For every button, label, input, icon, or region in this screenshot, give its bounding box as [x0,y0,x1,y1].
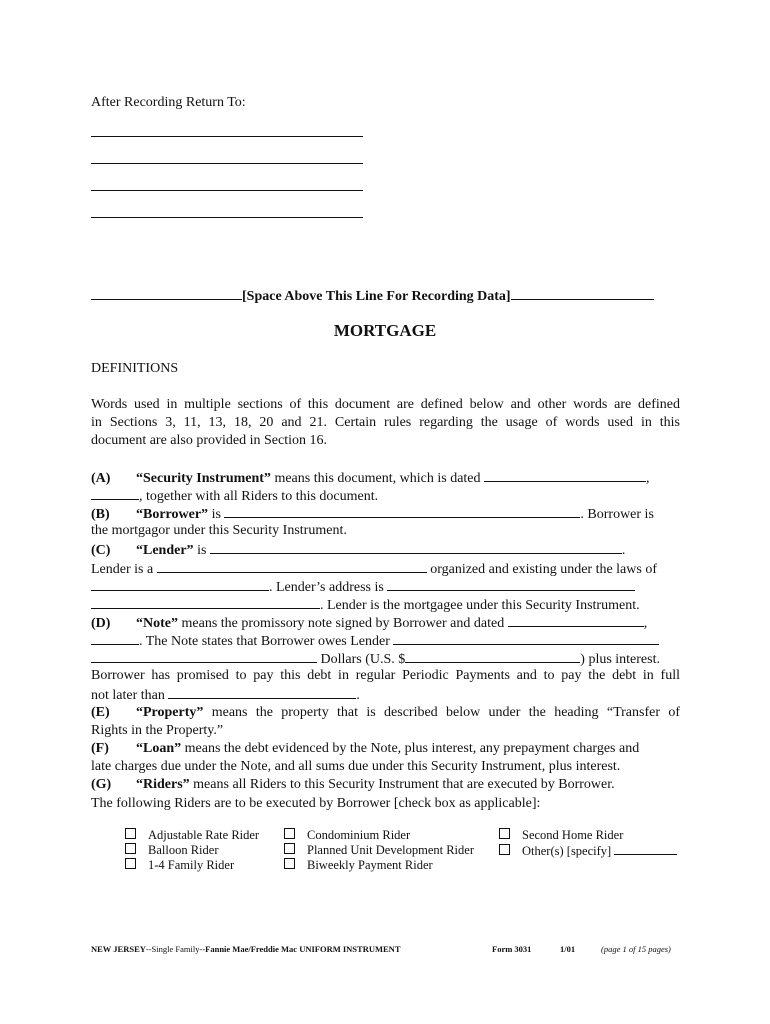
def-g-line-2: The following Riders are to be executed by Borrower [check box as applicable]: [91,796,541,811]
def-e-line-2: Rights in the Property.” [91,723,224,738]
rider-label: Condominium Rider [307,828,411,842]
note-year-field[interactable] [91,631,139,645]
footer-form-number: Form 3031 [492,944,532,954]
borrower-name-field[interactable] [224,504,580,518]
loan-amount-words-field[interactable] [393,631,659,645]
return-to-label: After Recording Return To: [91,95,246,110]
recording-data-separator [91,285,654,306]
checkbox[interactable] [125,858,136,869]
def-d-comma: , [643,616,648,631]
rider-label: Second Home Rider [522,828,624,842]
def-a-label: (A) [91,471,111,486]
def-e-term: “Property” [136,705,204,720]
def-d-line-2 [91,631,659,651]
lender-organization-type-field[interactable] [157,559,427,573]
def-d-label: (D) [91,616,111,631]
footer-separator: -- [199,944,206,954]
def-d-period: . [356,688,360,703]
footer-separator: -- [145,944,152,954]
def-c-label: (C) [91,543,111,558]
def-b-line-2: the mortgagor under this Security Instrument. [91,523,347,538]
rider-adjustable-rate[interactable] [125,828,259,843]
recording-data-label: [Space Above This Line For Recording Data] [242,289,511,304]
checkbox[interactable] [284,843,295,854]
def-f-text: means the debt evidenced by the Note, plus interest, any prepayment charges and [181,741,640,756]
footer-instrument [91,943,400,955]
intro-line-1: Words used in multiple sections of this document are defined below and other words are defined [91,397,680,412]
def-d-text-5a: not later than [91,688,169,703]
lender-jurisdiction-field[interactable] [91,577,269,591]
def-d-line-4: Borrower has promised to pay this debt in regular Periodic Payments and to pay the debt in full [91,668,680,683]
rider-label: Biweekly Payment Rider [307,858,433,872]
def-d-text: means the promissory note signed by Borrower and dated [178,616,508,631]
def-d-text-3a: Dollars (U.S. $ [317,652,406,667]
def-b-line-1 [91,504,654,524]
intro-line-2: in Sections 3, 11, 13, 18, 20 and 21. Certain rules regarding the usage of words used in this [91,415,680,430]
def-g-line-1 [91,776,680,794]
rider-label: Balloon Rider [148,843,219,857]
rider-biweekly-payment[interactable] [284,858,433,873]
rider-balloon[interactable] [125,843,218,858]
rider-label: 1-4 Family Rider [148,858,235,872]
footer-instrument-name: Fannie Mae/Freddie Mac UNIFORM INSTRUMENT [205,944,401,954]
lender-address-field[interactable] [387,577,635,591]
def-c-line-4 [91,595,640,615]
def-c-term: “Lender” [136,543,194,558]
def-d-line-5 [91,685,360,705]
def-c-text: is [193,543,210,558]
rider-label: Planned Unit Development Rider [307,843,474,857]
def-f-term: “Loan” [136,741,182,756]
footer-state: NEW JERSEY [91,944,146,954]
footer-form-date: 1/01 [560,944,576,954]
def-g-label: (G) [91,777,112,792]
checkbox[interactable] [499,844,510,855]
def-a-term: “Security Instrument” [136,471,271,486]
def-f-line-2: late charges due under the Note, and all sums due under this Security Instrument, plus interest. [91,759,621,774]
page-title: MORTGAGE [333,321,437,340]
checkbox[interactable] [284,858,295,869]
def-c-line-1 [91,540,625,560]
def-g-text: means all Riders to this Security Instrument that are executed by Borrower. [189,777,615,792]
loan-amount-words-field-2[interactable] [91,649,317,663]
intro-line-3: document are also provided in Section 16. [91,433,327,448]
def-c-line-3 [91,577,635,597]
rider-label: Adjustable Rate Rider [148,828,260,842]
rider-planned-unit-development[interactable] [284,843,474,858]
def-a-comma: , [646,471,650,486]
definitions-heading: DEFINITIONS [91,361,179,376]
def-c-line-2 [91,559,657,579]
checkbox[interactable] [125,828,136,839]
lender-address-field-2[interactable] [91,595,320,609]
def-c-text-2b: organized and existing under the laws of [426,562,657,577]
def-c-text-4a: . Lender is the mortgagee under this Security Instrument. [320,598,640,613]
security-instrument-date-field[interactable] [484,468,646,482]
def-a-line-2 [91,486,378,506]
rider-1-4-family[interactable] [125,858,234,873]
separator-line-left [91,285,242,300]
def-f-line-1 [91,740,680,758]
checkbox[interactable] [499,828,510,839]
def-d-line-3 [91,649,660,669]
def-d-text-3b: ) plus interest. [580,652,660,667]
rider-condominium[interactable] [284,828,410,843]
def-d-term: “Note” [136,616,178,631]
def-d-line-1 [91,613,647,633]
def-d-text-2a: . The Note states that Borrower owes Lender [139,634,394,649]
maturity-date-field[interactable] [168,685,356,699]
def-g-term: “Riders” [136,777,190,792]
note-date-field[interactable] [508,613,644,627]
def-c-period: . [621,543,626,558]
def-a-line-1 [91,468,650,488]
def-b-term: “Borrower” [136,507,209,522]
return-address-line-2[interactable] [91,163,363,164]
loan-amount-dollars-field[interactable] [405,649,580,663]
return-address-line-4[interactable] [91,217,363,218]
separator-line-right [511,285,654,300]
def-e-label: (E) [91,705,110,720]
def-f-label: (F) [91,741,109,756]
def-b-text: is [208,507,225,522]
def-a-text-2: , together with all Riders to this document. [139,489,379,504]
def-a-text: means this document, which is dated [270,471,485,486]
other-rider-specify-field[interactable] [614,843,677,855]
rider-second-home[interactable] [499,828,623,843]
checkbox[interactable] [284,828,295,839]
security-instrument-year-field[interactable] [91,486,139,500]
def-b-text-end: . Borrower is [580,507,654,522]
checkbox[interactable] [125,843,136,854]
return-address-line-1[interactable] [91,136,363,137]
rider-label: Other(s) [specify] [522,844,612,858]
def-e-line-1 [91,704,680,722]
rider-other[interactable] [499,843,677,859]
return-address-line-3[interactable] [91,190,363,191]
def-c-text-2a: Lender is a [91,562,157,577]
lender-name-field[interactable] [210,540,622,554]
def-e-text: means the property that is described below under the heading “Transfer of [203,705,680,720]
footer-type: Single Family [151,944,200,954]
def-c-text-3a: . Lender’s address is [269,580,388,595]
def-b-label: (B) [91,507,110,522]
footer-page-number: (page 1 of 15 pages) [601,944,671,954]
